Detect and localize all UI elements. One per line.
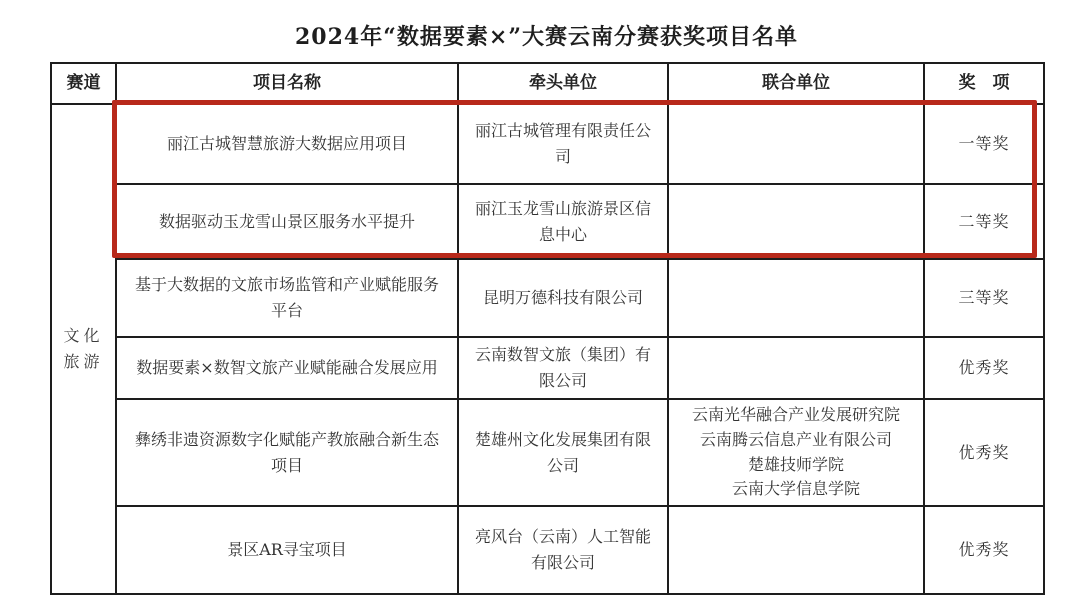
project-cell: 数据驱动玉龙雪山景区服务水平提升 (116, 184, 458, 259)
lead-unit-cell: 云南数智文旅（集团）有限公司 (458, 337, 668, 399)
joint-unit-line: 云南腾云信息产业有限公司 (699, 429, 892, 449)
table-row (51, 104, 1044, 184)
header-track: 赛道 (51, 63, 116, 104)
table-row (51, 184, 1044, 259)
track-cell (51, 104, 116, 594)
joint-units-cell (668, 506, 924, 594)
joint-units-cell (668, 337, 924, 399)
table-row (51, 259, 1044, 337)
project-cell: 彝绣非遗资源数字化赋能产教旅融合新生态项目 (116, 399, 458, 506)
joint-units-cell (668, 104, 924, 184)
header-joint-unit: 联合单位 (668, 63, 924, 104)
joint-units-cell (668, 399, 924, 506)
project-cell: 丽江古城智慧旅游大数据应用项目 (116, 104, 458, 184)
project-cell: 基于大数据的文旅市场监管和产业赋能服务平台 (116, 259, 458, 337)
header-project: 项目名称 (116, 63, 458, 104)
lead-unit-cell: 亮风台（云南）人工智能有限公司 (458, 506, 668, 594)
award-cell: 二等奖 (924, 184, 1044, 259)
lead-unit-cell: 楚雄州文化发展集团有限公司 (458, 399, 668, 506)
award-cell: 优秀奖 (924, 506, 1044, 594)
header-award: 奖 项 (924, 63, 1044, 104)
header-lead-unit: 牵头单位 (458, 63, 668, 104)
award-cell: 优秀奖 (924, 399, 1044, 506)
award-cell: 三等奖 (924, 259, 1044, 337)
table-row (51, 506, 1044, 594)
joint-units-cell (668, 259, 924, 337)
lead-unit-cell: 昆明万德科技有限公司 (458, 259, 668, 337)
project-cell: 数据要素×数智文旅产业赋能融合发展应用 (116, 337, 458, 399)
lead-unit-cell: 丽江古城管理有限责任公司 (458, 104, 668, 184)
awards-table (50, 62, 1045, 595)
table-row (51, 337, 1044, 399)
table-row (51, 399, 1044, 506)
award-cell: 优秀奖 (924, 337, 1044, 399)
joint-unit-line: 云南大学信息学院 (731, 479, 860, 499)
header-row (51, 63, 1044, 104)
track-label-line2: 旅游 (63, 352, 104, 371)
lead-unit-cell: 丽江玉龙雪山旅游景区信息中心 (458, 184, 668, 259)
joint-units-cell (668, 184, 924, 259)
project-cell: 景区AR寻宝项目 (116, 506, 458, 594)
page-title: 2024年“数据要素×”大赛云南分赛获奖项目名单 (295, 24, 798, 50)
joint-unit-line: 云南光华融合产业发展研究院 (691, 404, 900, 424)
award-cell: 一等奖 (924, 104, 1044, 184)
track-label-line1: 文化 (63, 326, 104, 346)
joint-unit-line: 楚雄技师学院 (747, 454, 844, 474)
